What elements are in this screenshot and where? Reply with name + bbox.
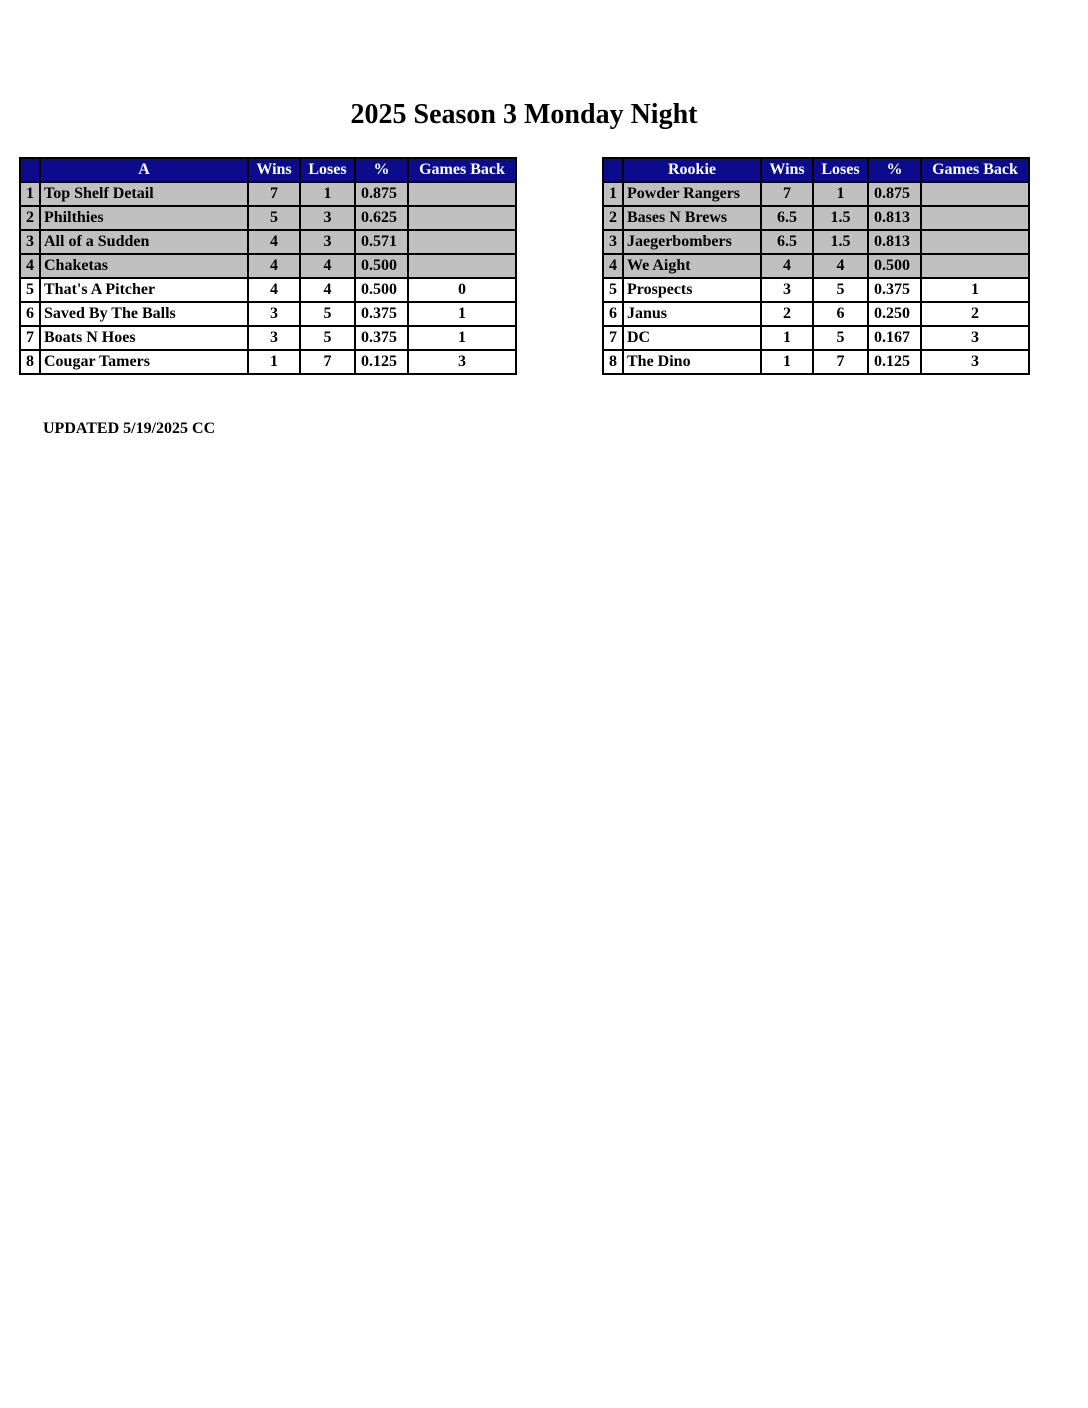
pct-cell: 0.125: [868, 350, 921, 374]
team-cell: Bases N Brews: [623, 206, 761, 230]
table-row: [603, 254, 1029, 278]
team-cell: Philthies: [40, 206, 248, 230]
team-cell: Cougar Tamers: [40, 350, 248, 374]
pct-cell: 0.625: [355, 206, 408, 230]
games-back-header: Games Back: [408, 158, 516, 182]
wins-cell: 4: [761, 254, 813, 278]
loses-cell: 1.5: [813, 206, 868, 230]
team-cell: Chaketas: [40, 254, 248, 278]
table-row: [20, 278, 516, 302]
pct-cell: 0.125: [355, 350, 408, 374]
rank-cell: 3: [20, 230, 40, 254]
rank-cell: 6: [20, 302, 40, 326]
games-back-cell: 0: [408, 278, 516, 302]
games-back-cell: 3: [408, 350, 516, 374]
rank-cell: 4: [20, 254, 40, 278]
rank-cell: 5: [20, 278, 40, 302]
loses-cell: 3: [300, 206, 355, 230]
table-row: [603, 182, 1029, 206]
loses-cell: 4: [813, 254, 868, 278]
rank-cell: 2: [20, 206, 40, 230]
team-cell: Prospects: [623, 278, 761, 302]
loses-cell: 6: [813, 302, 868, 326]
loses-cell: 5: [813, 326, 868, 350]
rank-cell: 1: [20, 182, 40, 206]
games-back-cell: 3: [921, 350, 1029, 374]
wins-cell: 3: [248, 302, 300, 326]
rank-cell: 4: [603, 254, 623, 278]
rank-cell: 8: [603, 350, 623, 374]
games-back-cell: 1: [408, 302, 516, 326]
pct-cell: 0.500: [868, 254, 921, 278]
loses-cell: 5: [300, 326, 355, 350]
pct-cell: 0.375: [868, 278, 921, 302]
wins-cell: 6.5: [761, 206, 813, 230]
team-cell: DC: [623, 326, 761, 350]
loses-cell: 5: [300, 302, 355, 326]
games-back-cell: [408, 230, 516, 254]
games-back-cell: [408, 206, 516, 230]
games-back-cell: [408, 254, 516, 278]
loses-cell: 7: [813, 350, 868, 374]
table-row: [20, 350, 516, 374]
team-cell: Top Shelf Detail: [40, 182, 248, 206]
games-back-cell: 2: [921, 302, 1029, 326]
team-cell: Jaegerbombers: [623, 230, 761, 254]
rank-cell: 5: [603, 278, 623, 302]
loses-cell: 1: [300, 182, 355, 206]
team-cell: All of a Sudden: [40, 230, 248, 254]
wins-cell: 4: [248, 230, 300, 254]
table-row: [20, 254, 516, 278]
wins-cell: 6.5: [761, 230, 813, 254]
loses-cell: 4: [300, 278, 355, 302]
table-row: [603, 350, 1029, 374]
updated-note: UPDATED 5/19/2025 CC: [43, 420, 216, 437]
pct-header: %: [868, 158, 921, 182]
header-row: [20, 158, 516, 182]
pct-cell: 0.167: [868, 326, 921, 350]
games-back-cell: [921, 182, 1029, 206]
pct-cell: 0.875: [868, 182, 921, 206]
loses-cell: 4: [300, 254, 355, 278]
games-back-cell: [408, 182, 516, 206]
loses-header: Loses: [813, 158, 868, 182]
rank-cell: 3: [603, 230, 623, 254]
wins-header: Wins: [248, 158, 300, 182]
games-back-cell: [921, 254, 1029, 278]
wins-cell: 3: [248, 326, 300, 350]
loses-cell: 3: [300, 230, 355, 254]
games-back-header: Games Back: [921, 158, 1029, 182]
team-cell: Janus: [623, 302, 761, 326]
wins-cell: 3: [761, 278, 813, 302]
wins-cell: 4: [248, 254, 300, 278]
division-rookie-standings-table: [602, 157, 1030, 375]
pct-cell: 0.250: [868, 302, 921, 326]
table-row: [603, 326, 1029, 350]
wins-cell: 7: [761, 182, 813, 206]
page-title: 2025 Season 3 Monday Night: [350, 99, 698, 130]
table-row: [603, 278, 1029, 302]
division-a-standings-table: [19, 157, 517, 375]
table-row: [20, 206, 516, 230]
team-cell: That's A Pitcher: [40, 278, 248, 302]
pct-cell: 0.500: [355, 254, 408, 278]
pct-cell: 0.813: [868, 230, 921, 254]
pct-cell: 0.375: [355, 326, 408, 350]
pct-cell: 0.375: [355, 302, 408, 326]
division-name-header: Rookie: [623, 158, 761, 182]
games-back-cell: 1: [921, 278, 1029, 302]
team-cell: Saved By The Balls: [40, 302, 248, 326]
wins-cell: 1: [248, 350, 300, 374]
table-row: [20, 230, 516, 254]
team-cell: The Dino: [623, 350, 761, 374]
games-back-cell: 3: [921, 326, 1029, 350]
wins-cell: 5: [248, 206, 300, 230]
pct-header: %: [355, 158, 408, 182]
pct-cell: 0.500: [355, 278, 408, 302]
loses-cell: 7: [300, 350, 355, 374]
table-row: [603, 230, 1029, 254]
header-row: [603, 158, 1029, 182]
rank-cell: 6: [603, 302, 623, 326]
table-row: [20, 326, 516, 350]
table-row: [603, 206, 1029, 230]
rank-cell: 8: [20, 350, 40, 374]
rank-cell: 2: [603, 206, 623, 230]
loses-cell: 5: [813, 278, 868, 302]
wins-cell: 4: [248, 278, 300, 302]
table-row: [20, 182, 516, 206]
rank-cell: 1: [603, 182, 623, 206]
loses-cell: 1.5: [813, 230, 868, 254]
rank-header: [20, 158, 40, 182]
table-row: [603, 302, 1029, 326]
games-back-cell: [921, 230, 1029, 254]
games-back-cell: 1: [408, 326, 516, 350]
pct-cell: 0.571: [355, 230, 408, 254]
loses-header: Loses: [300, 158, 355, 182]
table-row: [20, 302, 516, 326]
wins-cell: 1: [761, 350, 813, 374]
wins-cell: 7: [248, 182, 300, 206]
wins-cell: 1: [761, 326, 813, 350]
rank-cell: 7: [603, 326, 623, 350]
loses-cell: 1: [813, 182, 868, 206]
rank-cell: 7: [20, 326, 40, 350]
games-back-cell: [921, 206, 1029, 230]
wins-header: Wins: [761, 158, 813, 182]
division-name-header: A: [40, 158, 248, 182]
rank-header: [603, 158, 623, 182]
wins-cell: 2: [761, 302, 813, 326]
team-cell: We Aight: [623, 254, 761, 278]
pct-cell: 0.813: [868, 206, 921, 230]
team-cell: Powder Rangers: [623, 182, 761, 206]
team-cell: Boats N Hoes: [40, 326, 248, 350]
pct-cell: 0.875: [355, 182, 408, 206]
